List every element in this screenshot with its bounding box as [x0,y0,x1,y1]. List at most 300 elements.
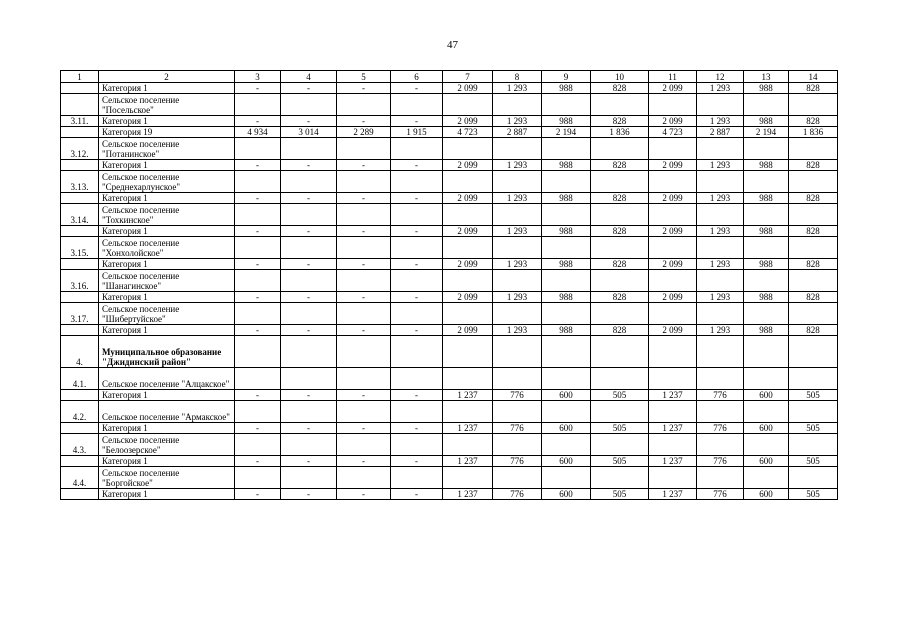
row-number: 4. [61,336,99,368]
row-number: 3.17. [61,303,99,325]
value-cell: 4 934 [235,127,281,138]
value-cell: - [391,226,443,237]
value-cell [789,171,838,193]
row-number: 4.2. [61,401,99,423]
value-cell: - [337,226,391,237]
row-name: Категория 1 [99,116,235,127]
value-cell: 2 099 [649,259,697,270]
value-cell [337,336,391,368]
value-cell: 2 099 [443,325,493,336]
row-name: Сельское поселение "Тохкинское" [99,204,235,226]
value-cell: 828 [789,116,838,127]
row-name: Категория 19 [99,127,235,138]
header-cell: 7 [443,71,493,83]
value-cell: 988 [542,292,591,303]
value-cell [281,237,337,259]
value-cell [649,171,697,193]
value-cell [337,94,391,116]
value-cell [493,368,542,390]
value-cell: - [281,226,337,237]
value-cell: 2 099 [443,116,493,127]
header-cell: 14 [789,71,838,83]
value-cell [443,336,493,368]
value-cell [337,204,391,226]
value-cell [337,237,391,259]
value-cell: 828 [789,160,838,171]
value-cell: 600 [542,423,591,434]
value-cell: - [281,116,337,127]
value-cell [789,270,838,292]
value-cell [337,171,391,193]
value-cell [391,467,443,489]
value-cell [235,204,281,226]
value-cell: 1 237 [443,489,493,500]
value-cell: 1 237 [443,456,493,467]
value-cell: 2 099 [443,83,493,94]
value-cell: 776 [697,489,744,500]
value-cell: 1 836 [789,127,838,138]
value-cell: 828 [591,292,649,303]
value-cell [591,467,649,489]
value-cell: 828 [591,160,649,171]
row-number [61,94,99,116]
value-cell [493,237,542,259]
value-cell [281,270,337,292]
value-cell [391,368,443,390]
value-cell [649,303,697,325]
value-cell: 505 [591,489,649,500]
value-cell [697,204,744,226]
value-cell: - [281,489,337,500]
value-cell [235,336,281,368]
value-cell: 1 293 [493,193,542,204]
row-number: 4.4. [61,467,99,489]
value-cell: - [281,83,337,94]
value-cell [591,368,649,390]
value-cell [443,401,493,423]
value-cell: - [235,390,281,401]
value-cell: 2 099 [443,193,493,204]
value-cell [591,204,649,226]
row-name: Сельское поселение "Шибертуйское" [99,303,235,325]
row-number [61,325,99,336]
row-name: Сельское поселение "Алцакское" [99,368,235,390]
row-number: 3.12. [61,138,99,160]
value-cell: - [281,325,337,336]
value-cell [235,401,281,423]
value-cell [493,303,542,325]
value-cell [591,434,649,456]
value-cell [443,138,493,160]
value-cell [649,138,697,160]
value-cell [235,368,281,390]
value-cell [649,237,697,259]
table-row [61,127,838,138]
row-number: 3.16. [61,270,99,292]
row-number [61,193,99,204]
row-number [61,292,99,303]
value-cell [235,237,281,259]
value-cell [649,204,697,226]
table-row [61,423,838,434]
value-cell [697,303,744,325]
value-cell [697,401,744,423]
row-name: Сельское поселение "Боргойское" [99,467,235,489]
value-cell [391,204,443,226]
value-cell [443,303,493,325]
table-row [61,204,838,226]
page-number: 47 [447,39,458,51]
value-cell: - [391,292,443,303]
value-cell [493,171,542,193]
value-cell [697,138,744,160]
value-cell [337,303,391,325]
value-cell: 828 [789,83,838,94]
value-cell [235,467,281,489]
value-cell [744,237,789,259]
value-cell [235,434,281,456]
value-cell [542,237,591,259]
value-cell [391,138,443,160]
value-cell [391,401,443,423]
value-cell: 776 [493,390,542,401]
value-cell: 828 [591,325,649,336]
value-cell: 988 [744,83,789,94]
value-cell: 1 293 [493,160,542,171]
value-cell: - [281,292,337,303]
table-body [61,83,838,500]
value-cell: 1 237 [649,489,697,500]
row-number: 3.11. [61,116,99,127]
value-cell: 1 293 [493,292,542,303]
table-row [61,171,838,193]
value-cell [744,401,789,423]
value-cell: 776 [493,423,542,434]
value-cell: 1 293 [697,116,744,127]
header-cell: 9 [542,71,591,83]
value-cell [493,138,542,160]
value-cell [281,467,337,489]
header-cell: 1 [61,71,99,83]
row-number [61,456,99,467]
value-cell: 505 [789,390,838,401]
value-cell: - [235,226,281,237]
value-cell [789,303,838,325]
value-cell: - [235,193,281,204]
value-cell: 988 [542,116,591,127]
value-cell [281,94,337,116]
row-number [61,83,99,94]
value-cell: 505 [591,390,649,401]
row-name: Категория 1 [99,292,235,303]
value-cell [542,138,591,160]
row-number: 3.15. [61,237,99,259]
row-number: 4.1. [61,368,99,390]
value-cell: 600 [744,390,789,401]
value-cell [443,204,493,226]
table-row [61,456,838,467]
value-cell: - [235,116,281,127]
value-cell [493,270,542,292]
value-cell [391,336,443,368]
row-number [61,127,99,138]
value-cell: 600 [744,489,789,500]
value-cell: 505 [591,456,649,467]
value-cell [591,303,649,325]
value-cell [789,401,838,423]
row-number [61,489,99,500]
table-row [61,401,838,423]
value-cell: 1 293 [493,259,542,270]
value-cell: - [235,259,281,270]
value-cell [744,270,789,292]
value-cell: 988 [542,83,591,94]
value-cell: 2 194 [542,127,591,138]
value-cell [337,467,391,489]
value-cell: - [235,325,281,336]
value-cell: 988 [744,226,789,237]
value-cell [789,237,838,259]
header-cell: 2 [99,71,235,83]
row-name: Категория 1 [99,456,235,467]
value-cell: 2 099 [649,292,697,303]
table-row [61,83,838,94]
value-cell [649,434,697,456]
value-cell: - [281,259,337,270]
value-cell: - [391,193,443,204]
table-row [61,467,838,489]
value-cell: 1 293 [493,325,542,336]
value-cell [542,401,591,423]
value-cell [744,467,789,489]
value-cell [493,204,542,226]
value-cell: - [337,489,391,500]
table-row [61,390,838,401]
value-cell [649,467,697,489]
value-cell [542,94,591,116]
value-cell: 828 [789,325,838,336]
row-name: Категория 1 [99,226,235,237]
value-cell: - [281,390,337,401]
value-cell [281,138,337,160]
value-cell: - [337,116,391,127]
value-cell: - [391,456,443,467]
value-cell: 1 293 [493,226,542,237]
value-cell: 4 723 [443,127,493,138]
value-cell [443,434,493,456]
value-cell: 828 [591,83,649,94]
value-cell: 2 099 [443,226,493,237]
value-cell [649,401,697,423]
value-cell: - [281,160,337,171]
value-cell [542,368,591,390]
value-cell: - [337,160,391,171]
value-cell: 4 723 [649,127,697,138]
header-cell: 11 [649,71,697,83]
value-cell [391,94,443,116]
value-cell: 828 [591,193,649,204]
value-cell [591,94,649,116]
value-cell: 1 237 [649,456,697,467]
value-cell: 2 099 [649,325,697,336]
value-cell: - [337,423,391,434]
value-cell: - [235,83,281,94]
value-cell: - [391,390,443,401]
value-cell [789,336,838,368]
value-cell: 828 [789,292,838,303]
header-cell: 5 [337,71,391,83]
value-cell [235,171,281,193]
value-cell: 988 [744,193,789,204]
value-cell: 2 289 [337,127,391,138]
value-cell: - [281,193,337,204]
value-cell: - [391,259,443,270]
header-cell: 4 [281,71,337,83]
row-name: Категория 1 [99,83,235,94]
value-cell [697,270,744,292]
row-name: Категория 1 [99,325,235,336]
value-cell: 1 293 [493,116,542,127]
value-cell [281,303,337,325]
value-cell: - [235,489,281,500]
value-cell: - [337,292,391,303]
value-cell: 988 [542,226,591,237]
value-cell [591,270,649,292]
value-cell [697,368,744,390]
value-cell [443,270,493,292]
value-cell [591,401,649,423]
table-row [61,138,838,160]
row-number: 3.14. [61,204,99,226]
value-cell: 1 293 [697,325,744,336]
value-cell: 2 099 [649,83,697,94]
value-cell: 988 [542,325,591,336]
value-cell: 828 [789,226,838,237]
value-cell: 1 237 [649,390,697,401]
table-row [61,226,838,237]
value-cell [391,171,443,193]
value-cell [744,303,789,325]
value-cell [697,467,744,489]
row-name: Категория 1 [99,259,235,270]
value-cell: 1 915 [391,127,443,138]
value-cell [744,171,789,193]
value-cell: 828 [591,116,649,127]
value-cell: - [391,423,443,434]
value-cell [542,467,591,489]
row-name: Категория 1 [99,193,235,204]
value-cell [443,237,493,259]
value-cell [697,434,744,456]
row-name: Сельское поселение "Хонхолойское" [99,237,235,259]
value-cell [789,434,838,456]
table-header [61,71,838,83]
value-cell [591,237,649,259]
row-name: Сельское поселение "Среднехарлунское" [99,171,235,193]
table-row [61,193,838,204]
value-cell [281,171,337,193]
value-cell [649,270,697,292]
value-cell: 2 887 [493,127,542,138]
row-number [61,259,99,270]
value-cell: 3 014 [281,127,337,138]
value-cell [649,368,697,390]
row-number [61,423,99,434]
header-cell: 13 [744,71,789,83]
table-row [61,259,838,270]
row-name: Сельское поселение "Белоозерское" [99,434,235,456]
value-cell: 776 [697,456,744,467]
value-cell [789,204,838,226]
value-cell: 505 [789,456,838,467]
value-cell: 600 [542,456,591,467]
value-cell: 2 099 [649,160,697,171]
value-cell: 776 [493,489,542,500]
value-cell [235,138,281,160]
value-cell: 1 237 [443,390,493,401]
value-cell [542,434,591,456]
value-cell [281,434,337,456]
value-cell [542,270,591,292]
value-cell [542,303,591,325]
value-cell [281,401,337,423]
value-cell: 1 293 [697,259,744,270]
row-number: 3.13. [61,171,99,193]
value-cell: 828 [789,259,838,270]
value-cell [337,270,391,292]
value-cell: 988 [542,259,591,270]
value-cell [591,336,649,368]
value-cell [443,94,493,116]
value-cell: 1 237 [443,423,493,434]
row-name: Муниципальное образование "Джидинский район" [99,336,235,368]
value-cell: 600 [542,489,591,500]
value-cell: 505 [789,489,838,500]
value-cell: 776 [697,423,744,434]
table-row [61,434,838,456]
value-cell: 1 293 [697,226,744,237]
value-cell [789,138,838,160]
value-cell [235,94,281,116]
value-cell: 828 [789,193,838,204]
value-cell: 2 099 [443,259,493,270]
value-cell: 600 [744,423,789,434]
table-row [61,292,838,303]
value-cell [337,138,391,160]
value-cell [697,336,744,368]
row-name: Категория 1 [99,160,235,171]
value-cell [337,401,391,423]
value-cell [744,434,789,456]
value-cell [493,467,542,489]
value-cell: - [391,325,443,336]
table-row [61,368,838,390]
value-cell [235,303,281,325]
value-cell: - [337,456,391,467]
value-cell [391,237,443,259]
value-cell [789,467,838,489]
value-cell: 1 836 [591,127,649,138]
table-row [61,325,838,336]
value-cell: - [235,423,281,434]
row-name: Категория 1 [99,489,235,500]
value-cell: 776 [697,390,744,401]
value-cell: - [281,456,337,467]
value-cell [744,368,789,390]
value-cell: 988 [744,116,789,127]
value-cell: - [337,83,391,94]
table-row [61,116,838,127]
